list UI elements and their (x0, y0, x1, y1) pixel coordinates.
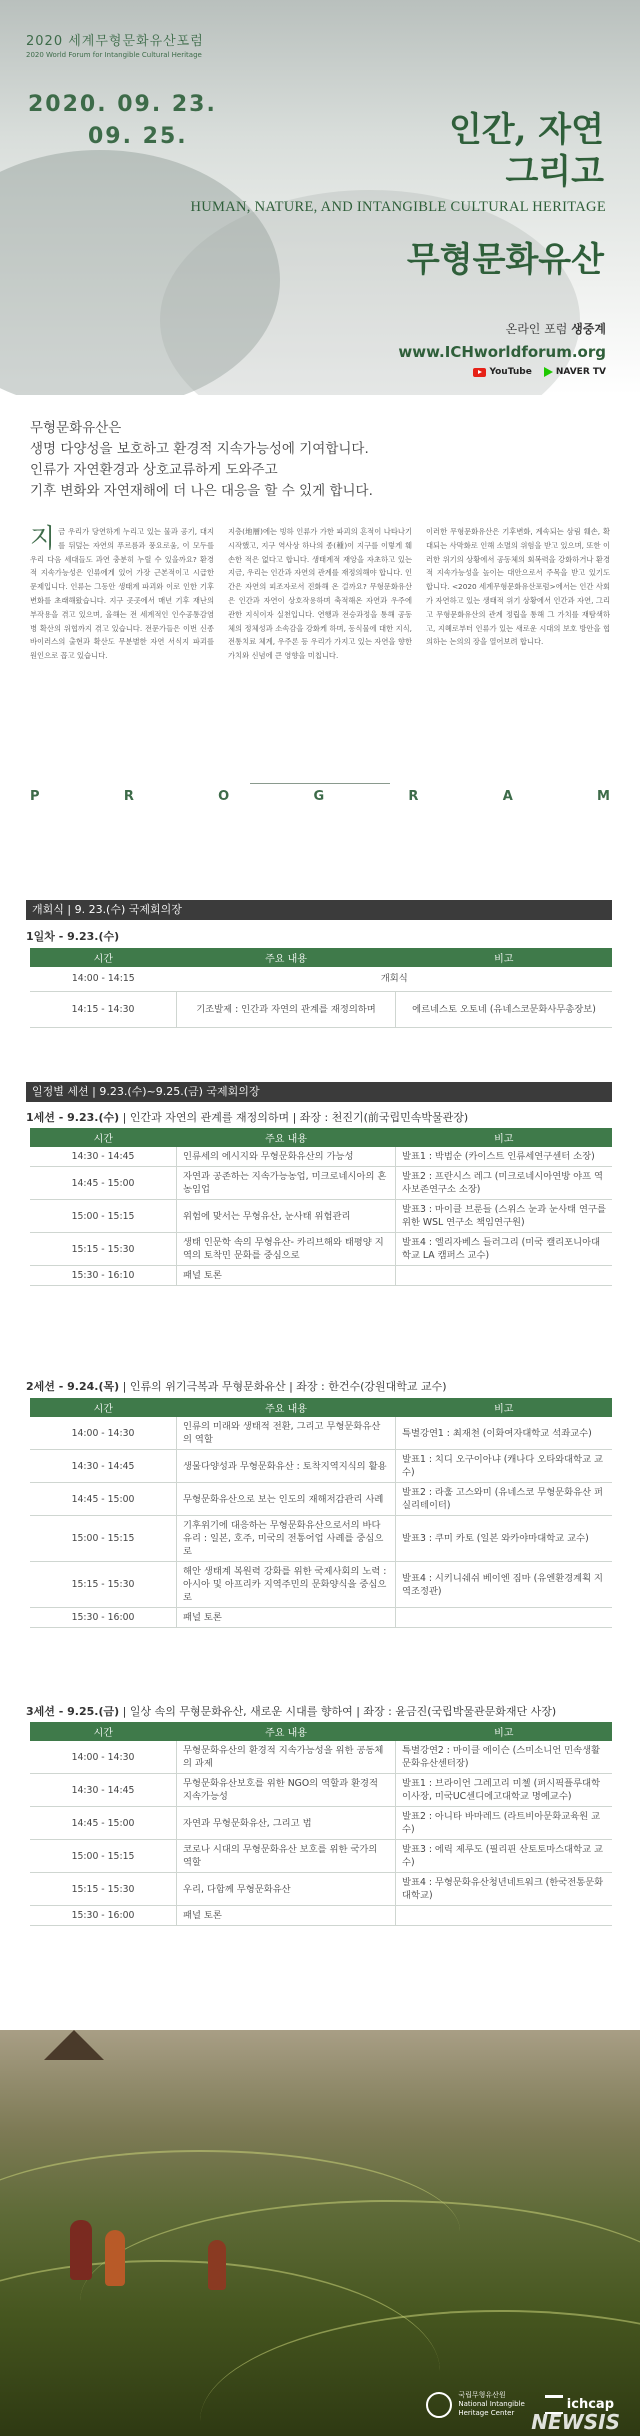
cell-content: 생물다양성과 무형문화유산 : 토착지역지식의 활용 (177, 1450, 396, 1483)
table-row (30, 1516, 612, 1562)
cell-time: 15:00 - 15:15 (30, 1840, 177, 1873)
cell-content: 패널 토론 (177, 1266, 396, 1286)
program-heading (30, 789, 610, 804)
session1-day: 1세션 - 9.23.(수) (26, 1111, 120, 1124)
program-letter: A (502, 789, 513, 804)
cell-content: 인류세의 에시지와 무형문화유산의 가능성 (177, 1147, 396, 1167)
col-header-note: 비고 (396, 948, 613, 967)
cell-content: 코로나 시대의 무형문화유산 보호를 위한 국가의 역할 (177, 1840, 396, 1873)
intro-line: 기후 변화와 자연재해에 더 나은 대응을 할 수 있게 합니다. (30, 483, 373, 499)
cell-note: 발표2 : 프란시스 레그 (미크로네시아연방 야프 역사보존연구소 소장) (396, 1167, 613, 1200)
body-column-3: 이러한 무형문화유산은 기후변화, 계속되는 삼림 훼손, 확대되는 사막화로 인해 소멸의 위험을 받고 있으며, 또한 이러한 위기의 상황에서 공동체의 회복력을 강화하거나 환경적 지속가능성을 높이는 대안으로서 주목을 받고 있기도 합니다. <2020 세계무형문화유산포럼>에서는 인간 사회가 자연하고 있는 생태적 위기 상황에서 인간과 자연, 그리고 무형문화유산의 관계 정립을 통해 그 가치를 재탐색하고, 지혜로부터 인류가 있는 새로운 시대의 보호 방안을 협의하는 논의의 장을 열어보려 합니다. (426, 527, 610, 647)
session3-table (30, 1722, 612, 1926)
cell-time: 15:30 - 16:10 (30, 1266, 177, 1286)
session2-day: 2세션 - 9.24.(목) (26, 1380, 120, 1393)
table-row (30, 1417, 612, 1450)
opening-table (30, 948, 612, 1028)
cell-note: 발표1 : 치디 오구이아냐 (캐나다 오타와대학교 교수) (396, 1450, 613, 1483)
cell-note (396, 1608, 613, 1628)
session2-table (30, 1398, 612, 1628)
table-row (30, 1200, 612, 1233)
cell-time: 15:00 - 15:15 (30, 1200, 177, 1233)
table-row (30, 1840, 612, 1873)
cell-note: 특별강연2 : 마이클 에이슨 (스미소니언 민속생활문화유산센터장) (396, 1741, 613, 1774)
table-row (30, 1562, 612, 1608)
cell-content: 패널 토론 (177, 1906, 396, 1926)
session2-desc: | 인류의 위기극복과 무형문화유산 | 좌장 : 한건수(강원대학교 교수) (122, 1380, 447, 1393)
farmer-figure (70, 2220, 92, 2280)
cell-time: 14:45 - 15:00 (30, 1483, 177, 1516)
cell-time: 14:15 - 14:30 (30, 991, 177, 1027)
body-column-1-text: 금 우리가 당연하게 누리고 있는 물과 공기, 대지를 뒤덮는 자연의 푸르름과 풍요로움, 이 모두를 우리 다음 세대들도 과연 충분히 누릴 수 있을까요? 환경적 지속가능성은 인류에게 있어 가장 근본적이고 시급한 문제입니다. 인류는 그동안 생태계 파괴와 이로 인한 기후변화를 초래해왔습니다. 지구 곳곳에서 매년 기후 재난의 부작용을 겪고 있으며, 올해는 전 세계적인 인수공통감염병 확산의 위협까지 겪고 있습니다. 전문가들은 이번 신종바이러스의 출현과 확산도 무분별한 자연 서식지 파괴를 원인으로 꼽고 있습니다. (30, 527, 214, 661)
table-row (30, 1266, 612, 1286)
intro-line: 인류가 자연환경과 상호교류하게 도와주고 (30, 462, 278, 478)
cell-time: 14:00 - 14:30 (30, 1741, 177, 1774)
table-row (30, 1233, 612, 1266)
nihc-name-en1: National Intangible (458, 2400, 525, 2408)
nihc-logo (426, 2391, 524, 2418)
table-row (30, 1741, 612, 1774)
youtube-logo[interactable] (473, 367, 531, 377)
body-column-2: 지층(地層)에는 빙하 인류가 가한 파괴의 흔적이 나타나기 시작했고, 지구 역사상 하나의 종(種)이 지구를 이렇게 훼손한 적은 없다고 합니다. 생태계적 재앙을 자초하고 있는 지금, 우리는 인간과 자연의 관계를 재정의해야 합니다. 인간은 자연의 피조자로서 진화해 온 걸까요? 무형문화유산은 인간과 자연이 상호작용하며 축적해온 자연과 우주에 관한 지식이자 실천입니다. 연행과 전승과정을 통해 공동체의 정체성과 소속감을 강화케 하며, 동식물에 대한 지식, 전통치료 체계, 우주론 등 우리가 가지고 있는 자연을 향한 가치와 신념에 큰 영향을 미칩니다. (228, 527, 412, 661)
col-header-content: 주요 내용 (177, 1398, 396, 1417)
session2-title (26, 1378, 447, 1394)
body-column-1 (30, 525, 214, 663)
col-header-time: 시간 (30, 948, 177, 967)
youtube-play-icon (473, 368, 486, 377)
youtube-label: YouTube (489, 367, 532, 377)
cell-content: 인류의 미래와 생태적 전환, 그리고 무형문화유산의 역할 (177, 1417, 396, 1450)
opening-day: 1일차 - 9.23.(수) (26, 930, 120, 943)
session1-desc: | 인간과 자연의 관계를 재정의하며 | 좌장 : 천진기(前국립민속박물관장) (122, 1111, 469, 1124)
hut (44, 2030, 104, 2060)
cell-content: 무형문화유산으로 보는 인도의 재해저감관리 사례 (177, 1483, 396, 1516)
event-name (26, 30, 204, 59)
body-text-columns (30, 525, 610, 663)
title-line3: 무형문화유산 (406, 240, 604, 280)
program-letter: P (30, 789, 40, 804)
cell-content: 해안 생태계 복원력 강화를 위한 국제사회의 노력 : 아시아 및 아프리카 지역주민의 문화양식을 중심으로 (177, 1562, 396, 1608)
dropcap: 지 (30, 524, 56, 554)
nihc-name-kr: 국립무형유산원 (458, 2391, 506, 2399)
col-header-time: 시간 (30, 1398, 177, 1417)
session3-desc: | 일상 속의 무형문화유산, 새로운 시대를 향하여 | 좌장 : 윤금진(국립박물관문화재단 사장) (122, 1705, 557, 1718)
intro-statement (30, 418, 610, 502)
cell-note: 특별강연1 : 최재천 (이화여자대학교 석좌교수) (396, 1417, 613, 1450)
online-label: 온라인 포럼 (505, 322, 568, 336)
cell-time: 14:45 - 15:00 (30, 1167, 177, 1200)
table-row (30, 991, 612, 1027)
col-header-content: 주요 내용 (177, 1722, 396, 1741)
cell-content: 우리, 다함께 무형문화유산 (177, 1873, 396, 1906)
table-row (30, 1906, 612, 1926)
opening-section-header: 개회식 | 9. 23.(수) 국제회의장 (26, 900, 612, 920)
col-header-note: 비고 (396, 1128, 613, 1147)
cell-content: 자연과 공존하는 지속가능농업, 미크로네시아의 혼농임업 (177, 1167, 396, 1200)
cell-time: 14:30 - 14:45 (30, 1147, 177, 1167)
cell-time: 14:00 - 14:30 (30, 1417, 177, 1450)
cell-time: 15:15 - 15:30 (30, 1233, 177, 1266)
title-line2: 그리고 (505, 152, 604, 192)
title-english: HUMAN, NATURE, AND INTANGIBLE CULTURAL HERITAGE (190, 199, 606, 215)
cell-content: 위험에 맞서는 무형유산, 눈사태 위험관리 (177, 1200, 396, 1233)
cell-note: 발표4 : 무형문화유산청년네트워크 (한국전통문화대학교) (396, 1873, 613, 1906)
cell-note: 발표1 : 브라이언 그레고리 미첼 (퍼시픽플루대학 이사장, 미국UC센디에고대학교 명예교수) (396, 1774, 613, 1807)
event-name-kr: 2020 세계무형문화유산포럼 (26, 34, 204, 49)
cell-note: 발표4 : 시키니쉐쉬 베이엔 짐마 (유엔환경계획 지역조정관) (396, 1562, 613, 1608)
cell-note: 발표1 : 박범순 (카이스트 인류세연구센터 소장) (396, 1147, 613, 1167)
table-row (30, 1873, 612, 1906)
cell-time: 14:30 - 14:45 (30, 1450, 177, 1483)
session1-table (30, 1128, 612, 1286)
program-letter: O (218, 789, 230, 804)
table-row (30, 1167, 612, 1200)
program-letter: G (313, 789, 325, 804)
forum-url[interactable]: www.ICHworldforum.org (398, 343, 606, 361)
farmer-figure (208, 2240, 226, 2290)
cell-content: 기후위기에 대응하는 무형문화유산으로서의 바다유리 : 일본, 호주, 미국의 전통어업 사례를 중심으로 (177, 1516, 396, 1562)
cell-time: 14:45 - 15:00 (30, 1807, 177, 1840)
divider (250, 783, 390, 784)
cell-time: 15:00 - 15:15 (30, 1516, 177, 1562)
col-header-note: 비고 (396, 1398, 613, 1417)
cell-note: 발표3 : 쿠미 카토 (일본 와카야마대학교 교수) (396, 1516, 613, 1562)
cell-content: 무형문화유산의 환경적 지속가능성을 위한 공동체의 과제 (177, 1741, 396, 1774)
program-letter: M (597, 789, 610, 804)
streaming-platforms (473, 367, 606, 377)
cell-time: 15:30 - 16:00 (30, 1608, 177, 1628)
table-row (30, 1807, 612, 1840)
navertv-play-icon (544, 367, 553, 377)
navertv-logo[interactable] (544, 367, 606, 377)
cell-content: 패널 토론 (177, 1608, 396, 1628)
table-row (30, 1147, 612, 1167)
cell-note: 발표2 : 라훌 고스와미 (유네스코 무형문화유산 퍼실리테이터) (396, 1483, 613, 1516)
event-date-end: 09. 25. (88, 124, 188, 149)
table-row (30, 1608, 612, 1628)
cell-content: 생태 인문학 속의 무형유산- 카리브해와 태평양 지역의 토착민 문화를 중심으로 (177, 1233, 396, 1266)
cell-note: 발표3 : 에릭 제루도 (필리핀 산토토마스대학교 교수) (396, 1840, 613, 1873)
newsis-watermark: NEWSIS (531, 2410, 620, 2434)
cell-note (396, 1906, 613, 1926)
farmer-figure (105, 2230, 125, 2286)
rice-terrace-photo (0, 2030, 640, 2436)
intro-line: 무형문화유산은 (30, 420, 122, 436)
opening-day-label (26, 928, 119, 944)
hero-banner (0, 0, 640, 395)
table-row (30, 967, 612, 991)
table-row (30, 1450, 612, 1483)
cell-note: 발표3 : 마이클 브룬들 (스위스 눈과 눈사태 연구를 위한 WSL 연구소 책임연구원) (396, 1200, 613, 1233)
cell-time: 15:15 - 15:30 (30, 1562, 177, 1608)
nihc-emblem-icon (426, 2392, 452, 2418)
program-letter: R (123, 789, 134, 804)
cell-time: 15:30 - 16:00 (30, 1906, 177, 1926)
cell-content: 자연과 무형문화유산, 그리고 법 (177, 1807, 396, 1840)
cell-time: 14:30 - 14:45 (30, 1774, 177, 1807)
col-header-note: 비고 (396, 1722, 613, 1741)
live-label: 생중계 (571, 322, 606, 336)
cell-note: 개회식 (177, 967, 613, 991)
cell-time: 14:00 - 14:15 (30, 967, 177, 991)
cell-content: 기조발제 : 인간과 자연의 관계를 재정의하며 (177, 991, 396, 1027)
cell-note: 발표2 : 아니타 바마레드 (라트비아문화교육원 교수) (396, 1807, 613, 1840)
cell-content: 무형문화유산보호를 위한 NGO의 역할과 환경적 지속가능성 (177, 1774, 396, 1807)
table-row (30, 1483, 612, 1516)
session3-title (26, 1703, 556, 1719)
title-line1: 인간, 자연 (448, 110, 604, 150)
col-header-content: 주요 내용 (177, 1128, 396, 1147)
navertv-label: NAVER TV (555, 367, 606, 377)
online-forum-label (506, 320, 606, 337)
intro-line: 생명 다양성을 보호하고 환경적 지속가능성에 기여합니다. (30, 441, 369, 457)
col-header-content: 주요 내용 (177, 948, 396, 967)
col-header-time: 시간 (30, 1722, 177, 1741)
table-row (30, 1774, 612, 1807)
cell-note (396, 1266, 613, 1286)
cell-note: 에르네스토 오토네 (유네스코문화사무총장보) (396, 991, 613, 1027)
program-letter: R (408, 789, 419, 804)
event-date-start: 2020. 09. 23. (28, 92, 217, 117)
nihc-name-en2: Heritage Center (458, 2409, 515, 2417)
cell-time: 15:15 - 15:30 (30, 1873, 177, 1906)
col-header-time: 시간 (30, 1128, 177, 1147)
cell-note: 발표4 : 엘리자베스 들러그리 (미국 캘리포니아대학교 LA 캠퍼스 교수) (396, 1233, 613, 1266)
event-name-en: 2020 World Forum for Intangible Cultural Heritage (26, 51, 202, 59)
session3-day: 3세션 - 9.25.(금) (26, 1705, 120, 1718)
sessions-section-header: 일정별 세션 | 9.23.(수)~9.25.(금) 국제회의장 (26, 1082, 612, 1102)
ichcap-label: ichcap (566, 2397, 614, 2412)
session1-title (26, 1109, 468, 1125)
